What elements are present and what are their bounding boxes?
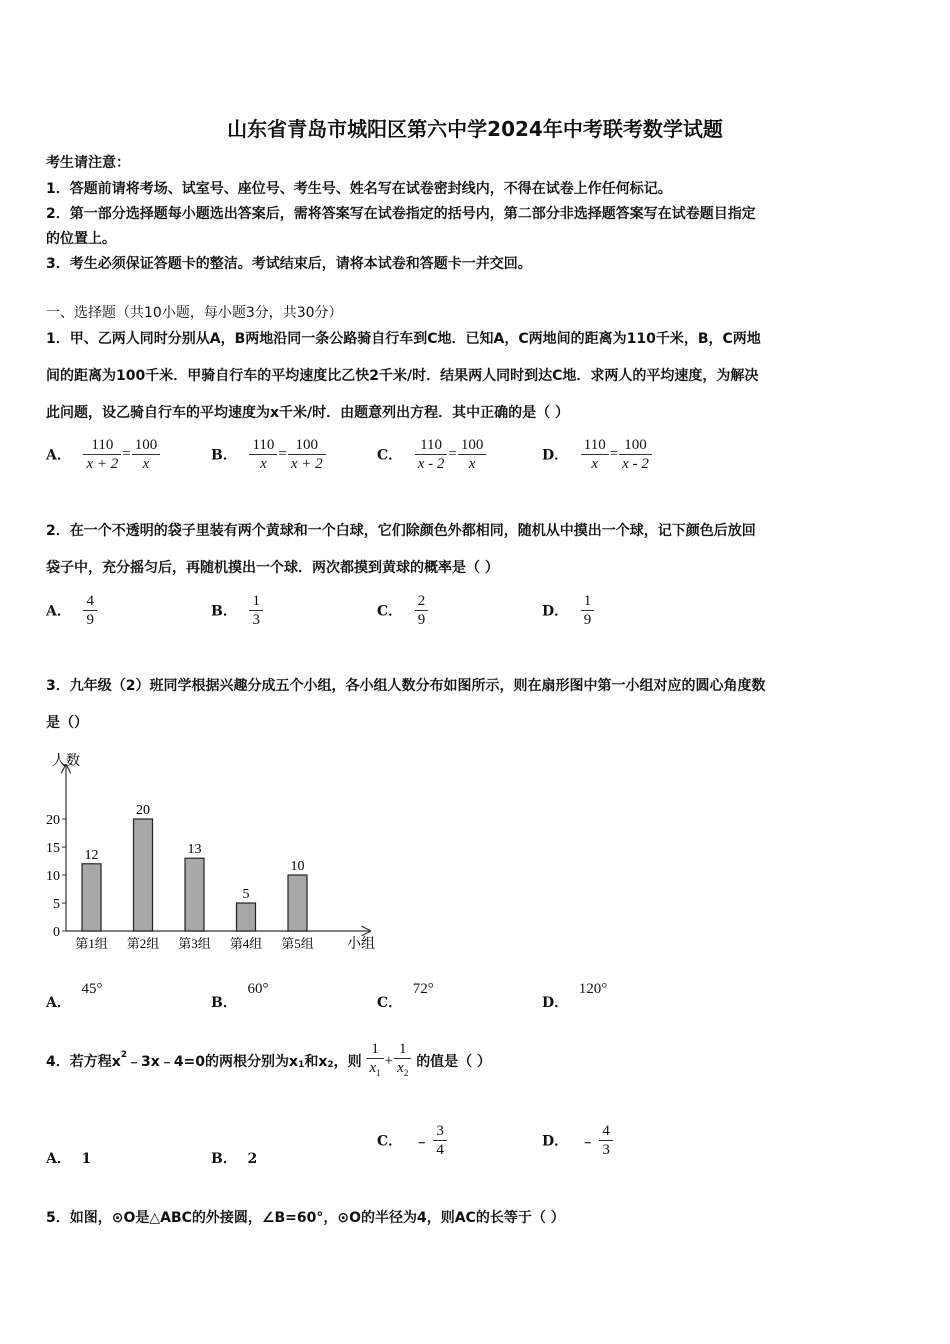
q2-option-b[interactable]: [211, 592, 263, 629]
minus-sign: ﹣: [414, 1133, 429, 1150]
q2-option-d[interactable]: [542, 592, 594, 629]
fraction: $\frac{100}{x - 2}$: [619, 436, 652, 473]
option-letter: C．: [377, 447, 403, 464]
category-label: 第4组: [229, 936, 263, 951]
fraction: $\frac{4}{3}$: [599, 1122, 613, 1159]
q1-line-2: 间的距离为100千米．甲骑自行车的平均速度比乙快2千米/时．结果两人同时到达C地．求两人的平均速度，为解决: [46, 368, 759, 384]
q1-line-3: 此问题，设乙骑自行车的平均速度为x千米/时．由题意列出方程．其中正确的是（ ）: [46, 405, 570, 421]
option-letter: A．: [46, 1151, 71, 1167]
option-value: 72°: [412, 981, 434, 997]
category-label: 第5组: [281, 936, 314, 951]
bar-1: [82, 864, 101, 931]
y-ticks: [46, 813, 66, 940]
fraction: $\frac{110}{x + 2}$: [83, 436, 121, 473]
bar-value-label: 20: [136, 803, 150, 818]
q4-stem: 4．若方程$x^2﹣3x﹣4=0$的两根分别为$x_1$和$x_2$，则 $\frac{1}{x_1}$ + $\frac{1}{x_2}$ 的值是（ ）: [46, 1040, 491, 1082]
bar-value-label: 5: [242, 887, 250, 902]
y-tick-label: 0: [53, 925, 60, 940]
option-value: 1: [81, 1151, 92, 1167]
y-tick-label: 20: [46, 813, 60, 828]
category-label: 第2组: [126, 936, 160, 951]
page-title: 山东省青岛市城阳区第六中学2024年中考联考数学试题: [227, 117, 723, 141]
q3-line-1: 3．九年级（2）班同学根据兴趣分成五个小组，各小组人数分布如图所示，则在扇形图中第一小组对应的圆心角度数: [46, 678, 766, 694]
fraction: $\frac{1}{9}$: [581, 592, 595, 629]
option-letter: A．: [46, 447, 71, 464]
bar-5: [288, 875, 307, 931]
q5-stem: 5．如图，⊙O是△ABC的外接圆，∠B=60°，⊙O的半径为4，则AC的长等于（ ）: [46, 1210, 565, 1226]
q3-line-2: 是（）: [46, 715, 88, 731]
fraction: $\frac{1}{3}$: [249, 592, 263, 629]
option-letter: D．: [542, 995, 569, 1011]
notice-heading: 考生请注意：: [46, 155, 130, 171]
q1-option-b[interactable]: [211, 436, 326, 473]
fraction: $\frac{110}{x - 2}$: [415, 436, 448, 473]
y-tick-label: 10: [46, 869, 60, 884]
q1-option-a[interactable]: [46, 436, 160, 473]
fraction-1-over-x1: $\frac{1}{x_1}$: [367, 1040, 384, 1082]
option-letter: B．: [211, 995, 237, 1011]
bar-chart: [40, 745, 390, 960]
section-heading: 一、选择题（共10小题，每小题3分，共30分）: [46, 305, 343, 321]
bar-4: [237, 903, 256, 931]
option-letter: B．: [211, 603, 237, 620]
q2-option-c[interactable]: [377, 592, 428, 629]
notice-item-2-cont: 的位置上。: [46, 231, 116, 247]
y-axis-label: 人数: [52, 754, 80, 769]
q2-line-1: 2．在一个不透明的袋子里装有两个黄球和一个白球，它们除颜色外都相同，随机从中摸出一个球，记下颜色后放回: [46, 523, 756, 539]
fraction: $\frac{100}{x + 2}$: [288, 436, 326, 473]
bars: [75, 803, 314, 951]
bar-3: [185, 858, 204, 931]
fraction: $\frac{2}{9}$: [415, 592, 429, 629]
y-tick-label: 5: [53, 897, 60, 912]
fraction: $\frac{4}{9}$: [83, 592, 97, 629]
q1-option-d[interactable]: [542, 436, 652, 473]
q3-option-c[interactable]: [377, 978, 434, 1011]
bar-value-label: 12: [84, 847, 99, 863]
option-letter: B．: [211, 447, 237, 464]
equals-sign: =: [448, 446, 457, 462]
option-letter: B．: [211, 1151, 237, 1167]
bar-value-label: 13: [187, 842, 202, 858]
x-axis-label: 小组: [347, 937, 375, 952]
q1-option-c[interactable]: [377, 436, 486, 473]
q3-option-a[interactable]: [46, 978, 103, 1011]
equals-sign: =: [278, 446, 287, 462]
option-value: 60°: [247, 981, 269, 997]
category-label: 第1组: [75, 936, 108, 951]
equals-sign: =: [122, 446, 131, 462]
option-value: 2: [247, 1151, 258, 1167]
minus-sign: ﹣: [580, 1133, 595, 1150]
notice-item-2: 2．第一部分选择题每小题选出答案后，需将答案写在试卷指定的括号内，第二部分非选择题答案写在试卷题目指定: [46, 206, 756, 222]
option-letter: A．: [46, 995, 71, 1011]
q4-option-b[interactable]: [211, 1148, 257, 1168]
fraction-1-over-x2: $\frac{1}{x_2}$: [394, 1040, 411, 1082]
option-value: 45°: [81, 981, 103, 997]
y-tick-label: 15: [46, 841, 60, 856]
fraction: $\frac{100}{x}$: [132, 436, 161, 473]
q2-option-a[interactable]: [46, 592, 97, 629]
q4-option-c[interactable]: [377, 1122, 447, 1159]
notice-item-1: 1．答题前请将考场、试室号、座位号、考生号、姓名写在试卷密封线内，不得在试卷上作任何标记。: [46, 181, 672, 197]
q2-line-2: 袋子中，充分摇匀后，再随机摸出一个球．两次都摸到黄球的概率是（ ）: [46, 560, 499, 576]
notice-item-3: 3．考生必须保证答题卡的整洁。考试结束后，请将本试卷和答题卡一并交回。: [46, 256, 532, 272]
option-letter: D．: [542, 603, 569, 620]
fraction: $\frac{3}{4}$: [433, 1122, 447, 1159]
fraction: $\frac{110}{x}$: [249, 436, 277, 473]
option-letter: C．: [377, 995, 403, 1011]
fraction: $\frac{100}{x}$: [458, 436, 487, 473]
q3-option-d[interactable]: [542, 978, 608, 1011]
q4-option-a[interactable]: [46, 1148, 91, 1168]
option-value: 120°: [578, 981, 608, 997]
q1-line-1: 1．甲、乙两人同时分别从A，B两地沿同一条公路骑自行车到C地．已知A，C两地间的距离为110千米，B，C两地: [46, 331, 761, 347]
option-letter: C．: [377, 1133, 403, 1150]
category-label: 第3组: [178, 936, 211, 951]
option-letter: D．: [542, 447, 569, 464]
q3-option-b[interactable]: [211, 978, 269, 1011]
option-letter: C．: [377, 603, 403, 620]
q4-option-d[interactable]: [542, 1122, 613, 1159]
option-letter: A．: [46, 603, 71, 620]
option-letter: D．: [542, 1133, 569, 1150]
fraction: $\frac{110}{x}$: [581, 436, 609, 473]
bar-2: [134, 819, 153, 931]
equals-sign: =: [609, 446, 619, 462]
bar-value-label: 10: [290, 859, 305, 874]
